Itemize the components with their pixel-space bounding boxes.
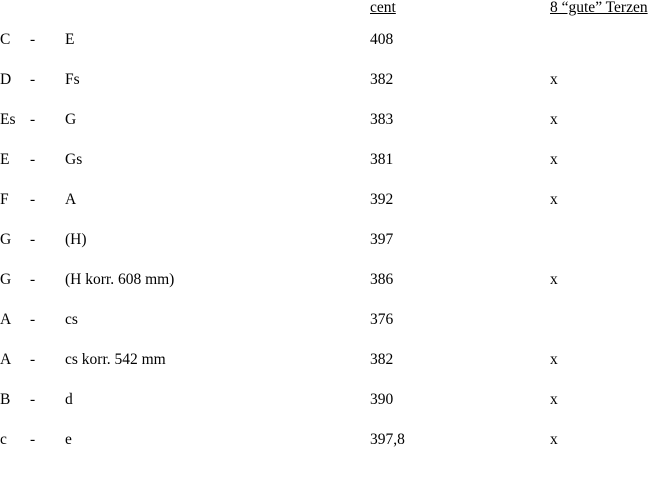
row-dash: - (30, 431, 36, 448)
row-dash: - (30, 351, 36, 368)
row-mark (550, 232, 672, 272)
row-note1: G (0, 231, 12, 248)
row-note2: cs (65, 311, 78, 328)
row-note1: B (0, 391, 11, 408)
row-mark (550, 312, 672, 352)
row-note2: G (65, 111, 77, 128)
row-note1: c (0, 431, 7, 448)
row-note1: E (0, 151, 10, 168)
header-dash (30, 0, 65, 32)
row-dash: - (30, 311, 36, 328)
row-note1: A (0, 311, 12, 328)
row-mark: x (550, 151, 558, 168)
row-note1: A (0, 351, 12, 368)
row-cent: 382 (370, 351, 394, 368)
header-note2 (65, 0, 370, 32)
row-note2: Gs (65, 151, 83, 168)
row-note2: A (65, 191, 77, 208)
row-cent: 397,8 (370, 431, 405, 448)
row-dash: - (30, 191, 36, 208)
table-row (0, 392, 672, 432)
row-cent: 376 (370, 311, 394, 328)
table-row (0, 32, 672, 72)
row-cent: 381 (370, 151, 394, 168)
row-note2: Fs (65, 71, 80, 88)
row-mark: x (550, 351, 558, 368)
row-note1: F (0, 191, 9, 208)
row-mark: x (550, 71, 558, 88)
table-row (0, 312, 672, 352)
row-mark: x (550, 431, 558, 448)
row-dash: - (30, 231, 36, 248)
row-cent: 397 (370, 231, 394, 248)
header-cent (370, 0, 550, 32)
row-note1: D (0, 71, 12, 88)
row-mark (550, 32, 672, 72)
row-note2: e (65, 431, 72, 448)
row-dash: - (30, 71, 36, 88)
table-row (0, 192, 672, 232)
row-dash: - (30, 31, 36, 48)
table-row (0, 152, 672, 192)
table-row (0, 432, 672, 472)
table-header (0, 0, 672, 32)
table-row (0, 72, 672, 112)
row-note2: (H) (65, 231, 87, 248)
table-row (0, 232, 672, 272)
header-cent-label: cent (370, 0, 396, 16)
row-cent: 382 (370, 71, 394, 88)
row-note2: E (65, 31, 75, 48)
row-dash: - (30, 111, 36, 128)
row-note1: Es (0, 111, 16, 128)
header-terzen (550, 0, 672, 32)
row-cent: 386 (370, 271, 394, 288)
row-note2: cs korr. 542 mm (65, 351, 166, 368)
table-row (0, 272, 672, 312)
row-mark: x (550, 391, 558, 408)
row-cent: 390 (370, 391, 394, 408)
row-mark: x (550, 111, 558, 128)
table-row (0, 352, 672, 392)
row-mark: x (550, 271, 558, 288)
row-dash: - (30, 391, 36, 408)
row-mark: x (550, 191, 558, 208)
header-note1 (0, 0, 30, 32)
table-body (0, 32, 672, 472)
table-row (0, 112, 672, 152)
row-note1: G (0, 271, 12, 288)
row-dash: - (30, 151, 36, 168)
header-row (0, 0, 672, 32)
row-note2: (H korr. 608 mm) (65, 271, 175, 288)
row-cent: 383 (370, 111, 394, 128)
row-cent: 408 (370, 31, 394, 48)
row-note1: C (0, 31, 11, 48)
header-terzen-label: 8 “gute” Terzen (550, 0, 648, 16)
row-note2: d (65, 391, 73, 408)
row-dash: - (30, 271, 36, 288)
row-cent: 392 (370, 191, 394, 208)
